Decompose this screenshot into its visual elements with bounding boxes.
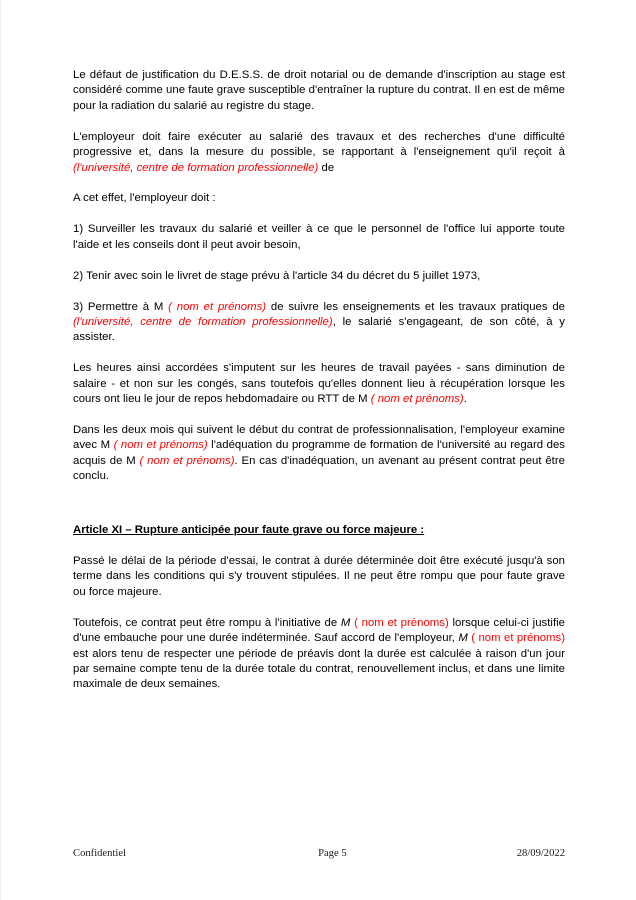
paragraph-text: Les heures ainsi accordées s'imputent sur les heures de travail payées - sans diminution de salaire - et non sur les congés, sans toutefois qu'elles donnent lieu à récupération lorsque les cours ont lieu le jour de repos hebdomadaire ou RTT de M <box>73 362 565 406</box>
paragraph-item-1 <box>73 222 565 253</box>
placeholder-nom-prenoms: ( nom et prénoms) <box>350 616 449 629</box>
paragraph-text-tail: de <box>318 161 335 174</box>
section-spacer <box>73 500 565 514</box>
abbrev-monsieur: M <box>340 616 351 629</box>
paragraph-text-tail: est alors tenu de respecter une période de préavis dont la durée est calculée à raison d'un jour par semaine compte tenu de la durée totale du contrat, renouvellement inclus, et dans une limite maximale de deux semaines. <box>73 647 565 691</box>
placeholder-nom-prenoms: ( nom et prénoms) <box>370 393 464 406</box>
paragraph-text-mid: l'adéquation du programme de formation de l'université au regard des acquis de M <box>73 439 566 467</box>
paragraph-heures-accordees <box>73 361 565 407</box>
placeholder-nom-prenoms: ( nom et prénoms) <box>168 300 267 313</box>
paragraph-text: Dans les deux mois qui suivent le début du contrat de professionnalisation, l'employeur examine avec M <box>73 424 565 452</box>
paragraph-text: Le défaut de justification du D.E.S.S. de droit notarial ou de demande d'inscription au stage est considéré comme une faute grave susceptible d'entraîner la rupture du contrat. Il en est de même pour la radiation du salarié au registre du stage. <box>73 69 565 112</box>
placeholder-universite: (l'université, centre de formation professionnelle) <box>73 315 333 328</box>
placeholder-nom-prenoms: ( nom et prénoms) <box>139 454 235 467</box>
placeholder-nom-prenoms: ( nom et prénoms) <box>467 632 565 645</box>
paragraph-text: Passé le délai de la période d'essai, le contrat à durée déterminée doit être exécuté jusqu'à son terme dans les conditions qui s'y trouvent stipulées. Il ne peut être rompu que pour faute grave ou force majeure. <box>73 555 565 598</box>
paragraph-employeur-travaux <box>73 130 565 176</box>
paragraph-text: Toutefois, ce contrat peut être rompu à l'initiative de <box>73 616 341 629</box>
footer-date: 28/09/2022 <box>516 848 565 859</box>
paragraph-text: A cet effet, l'employeur doit : <box>73 192 216 205</box>
paragraph-text: 1) Surveiller les travaux du salarié et veiller à ce que le personnel de l'office lui apporte toute l'aide et les conseils dont il peut avoir besoin, <box>73 223 565 251</box>
paragraph-text-mid: de suivre les enseignements et les travaux pratiques de <box>266 300 566 313</box>
paragraph-text-tail: , le salarié s'engageant, de son côté, à y assister. <box>73 315 565 344</box>
paragraph-text: 3) Permettre à M <box>73 300 169 313</box>
paragraph-text: L'employeur doit faire exécuter au salarié des travaux et des recherches d'une difficulté progressive et, dans la mesure du possible, se rapportant à l'enseignement qu'il reçoit à <box>73 130 565 159</box>
paragraph-deux-mois <box>73 423 565 485</box>
paragraph-text-tail: . En cas d'inadéquation, un avenant au présent contrat peut être conclu. <box>73 454 565 483</box>
paragraph-a-cet-effet <box>73 191 565 206</box>
footer-confidentiality-label: Confidentiel <box>73 848 126 859</box>
placeholder-universite: (l'université, centre de formation professionnelle) <box>73 161 319 174</box>
document-body <box>73 68 565 693</box>
paragraph-text: 2) Tenir avec soin le livret de stage prévu à l'article 34 du décret du 5 juillet 1973, <box>73 269 481 282</box>
placeholder-nom-prenoms: ( nom et prénoms) <box>113 439 208 452</box>
abbrev-monsieur: M <box>458 632 468 645</box>
paragraph-text-tail: . <box>463 393 467 406</box>
paragraph-text-mid: lorsque celui-ci justifie d'une embauche pour une durée indéterminée. Sauf accord de l'employeur, <box>73 616 565 645</box>
heading-container <box>73 514 565 554</box>
page-footer <box>73 848 565 859</box>
paragraph-defaut-justification <box>73 68 565 114</box>
paragraph-rupture-initiative <box>73 616 565 693</box>
paragraph-item-3 <box>73 300 565 346</box>
heading-article-xi: Article XI – Rupture anticipée pour faute grave ou force majeure : <box>73 524 425 537</box>
paragraph-periode-essai <box>73 554 565 600</box>
footer-page-number: Page 5 <box>318 848 347 859</box>
paragraph-item-2 <box>73 269 565 284</box>
